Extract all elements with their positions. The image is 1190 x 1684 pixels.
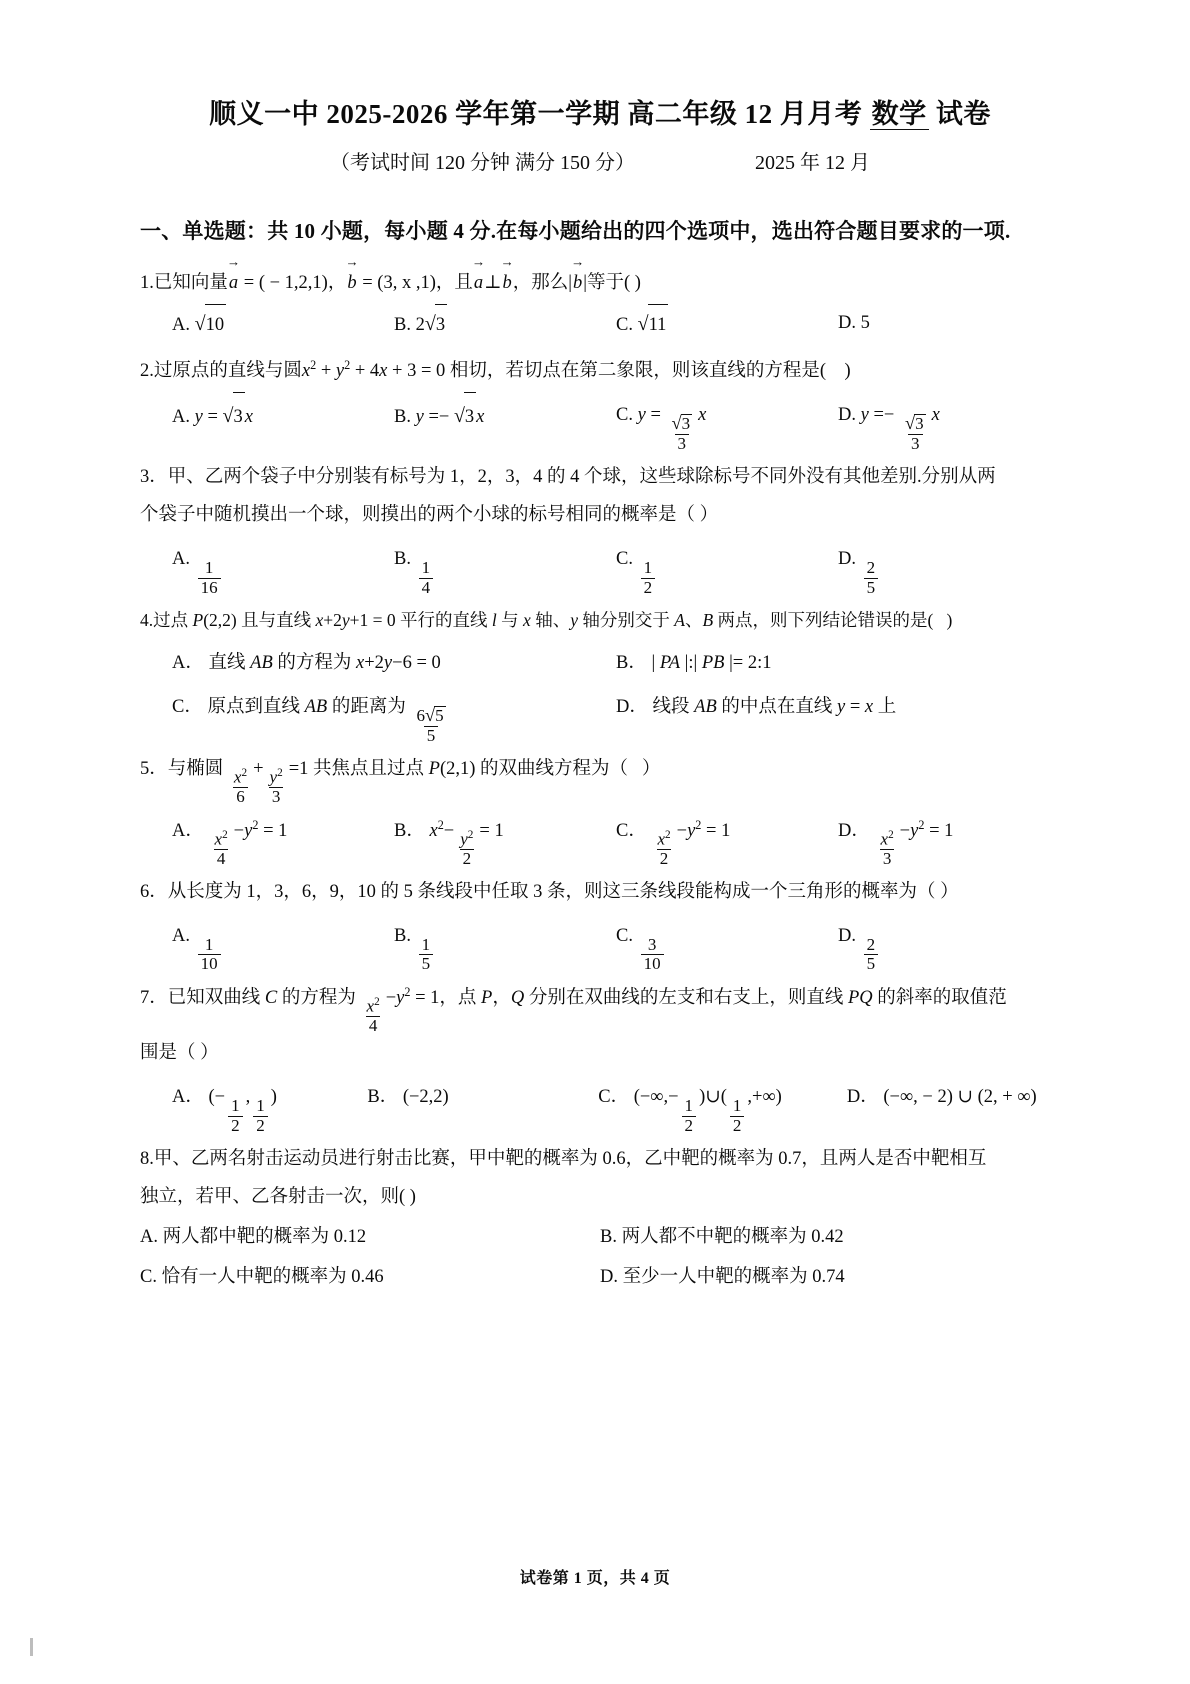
- question-8-option-a[interactable]: A. 两人都中靶的概率为 0.12: [140, 1226, 367, 1247]
- question-7-options: [140, 1073, 1060, 1135]
- question-7-option-d[interactable]: D． (−∞, − 2) ∪ (2, + ∞): [846, 1087, 1037, 1108]
- section-heading-single-choice: 一、单选题：共 10 小题，每小题 4 分.在每小题给出的四个选项中，选出符合题目要求的一项.: [140, 219, 1011, 244]
- question-1-number: 1.: [140, 273, 154, 294]
- question-7-number: 7．: [140, 987, 168, 1008]
- question-6-option-c[interactable]: C. $\frac{3}{10}$: [616, 912, 838, 974]
- question-2-stem: 2.过原点的直线与圆$x^2 + y^2 + 4x + 3 = 0$ 相切，若切点在第二象限，则该直线的方程是( ): [140, 358, 851, 382]
- question-3-stem-line2: 个袋子中随机摸出一个球，则摸出的两个小球的标号相同的概率是（ ）: [140, 505, 719, 526]
- question-1-option-a[interactable]: A. √10: [172, 303, 394, 347]
- question-4-option-d[interactable]: D． 线段 AB 的中点在直线 y = x 上: [616, 696, 897, 717]
- question-1-option-d[interactable]: D. 5: [838, 313, 870, 334]
- page-title-pre: 顺义一中 2025-2026 学年第一学期 高二年级 12 月月考: [209, 99, 870, 129]
- question-2-option-c[interactable]: C. y = $\frac{√3}{3}$ x: [616, 405, 707, 454]
- question-1: [140, 265, 1060, 347]
- question-8-option-d[interactable]: D. 至少一人中靶的概率为 0.74: [600, 1267, 845, 1288]
- question-3-number: 3．: [140, 467, 168, 488]
- question-5-option-a[interactable]: A． $\frac{x^2}{4}$ $-y^2 = 1$: [172, 817, 288, 868]
- question-3-option-a[interactable]: A. $\frac{1}{16}$: [172, 535, 394, 597]
- question-8-options-row2: [140, 1257, 1060, 1298]
- question-2-option-a[interactable]: A. y = √3 x: [172, 391, 394, 453]
- question-7: [140, 980, 1060, 1135]
- question-6: [140, 874, 1060, 974]
- page-title-subject: 数学: [871, 99, 927, 129]
- vector-a-2: a →: [473, 265, 484, 303]
- question-3-option-b[interactable]: B. $\frac{1}{4}$: [394, 535, 616, 597]
- question-2: [140, 353, 1060, 453]
- exam-subheader: [140, 146, 1060, 175]
- question-6-option-d[interactable]: D. $\frac{2}{5}$: [838, 912, 1060, 974]
- question-8-stem-line2: 独立，若甲、乙各射击一次，则( ): [140, 1186, 416, 1207]
- question-6-option-a[interactable]: A. $\frac{1}{10}$: [172, 912, 394, 974]
- question-1-option-c[interactable]: C. √11: [616, 303, 838, 347]
- question-1-option-b[interactable]: B. 2√3: [394, 303, 616, 347]
- question-4-number: 4.: [140, 609, 154, 630]
- question-8-options-row1: [140, 1217, 1060, 1258]
- question-8: [140, 1141, 1060, 1298]
- question-2-number: 2.: [140, 361, 154, 382]
- question-1-stem: 1.已知向量a → = ( − 1,2,1)，b → = (3, x ,1)，且a →⊥b →，那么|b →|等于( ): [140, 265, 1060, 303]
- question-1-options: [140, 303, 1060, 347]
- question-5-stem: 5．与椭圆 $\frac{x^2}{6}$ + $\frac{y^2}{3}$ =1 共焦点且过点 P(2,1) 的双曲线方程为（ ）: [140, 758, 661, 807]
- vector-a: a →: [228, 265, 239, 303]
- exam-date: 2025 年 12 月: [755, 152, 870, 175]
- question-2-option-b[interactable]: B. y =− √3 x: [394, 391, 616, 453]
- question-8-option-b[interactable]: B. 两人都不中靶的概率为 0.42: [600, 1226, 844, 1247]
- question-2-option-d[interactable]: D. y =− $\frac{√3}{3}$ x: [838, 405, 940, 454]
- question-5-option-d[interactable]: D． $\frac{x^2}{3}$ $-y^2 = 1$: [838, 817, 954, 868]
- question-3-options: [140, 535, 1060, 597]
- question-4-option-b[interactable]: B． | PA |:| PB |= 2:1: [616, 652, 772, 673]
- question-6-option-b[interactable]: B. $\frac{1}{5}$: [394, 912, 616, 974]
- question-3-option-c[interactable]: C. $\frac{1}{2}$: [616, 535, 838, 597]
- question-3-option-d[interactable]: D. $\frac{2}{5}$: [838, 535, 1060, 597]
- question-4: [140, 603, 1060, 745]
- question-3-stem-line1: 3．甲、乙两个袋子中分别装有标号为 1，2，3，4 的 4 个球，这些球除标号不同外没有其他差别.分别从两: [140, 467, 996, 488]
- question-3: [140, 459, 1060, 596]
- question-5-option-b[interactable]: B． $x^2-$ $\frac{y^2}{2}$ = 1: [394, 817, 504, 868]
- exam-info: （考试时间 120 分钟 满分 150 分）: [330, 152, 635, 175]
- question-7-option-b[interactable]: B． (−2,2): [367, 1087, 449, 1108]
- page-title-post: 试卷: [928, 99, 991, 129]
- question-7-option-a[interactable]: A． (− $\frac{1}{2}$ , $\frac{1}{2}$ ): [172, 1087, 277, 1135]
- question-4-options-row2: [140, 687, 1060, 745]
- question-8-option-c[interactable]: C. 恰有一人中靶的概率为 0.46: [140, 1267, 384, 1288]
- scan-edge-mark: [30, 1638, 33, 1656]
- question-8-stem-line1: 8.甲、乙两名射击运动员进行射击比赛，甲中靶的概率为 0.6，乙中靶的概率为 0.7，且两人是否中靶相互: [140, 1148, 987, 1169]
- page-title: [140, 96, 1060, 132]
- question-6-options: [140, 912, 1060, 974]
- question-7-stem-line1: 7．已知双曲线 C 的方程为 $\frac{x^2}{4}$ $-y^2 = 1$，点 P，Q 分别在双曲线的左支和右支上，则直线 PQ 的斜率的取值范: [140, 984, 1007, 1035]
- question-4-option-a[interactable]: A． 直线 AB 的方程为 x+2y−6 = 0: [172, 652, 441, 673]
- page-footer: 试卷第 1 页，共 4 页: [519, 1570, 671, 1587]
- question-4-stem: 4.过点 P(2,2) 且与直线 x+2y+1 = 0 平行的直线 l 与 x 轴、y 轴分别交于 A、B 两点，则下列结论错误的是( ): [140, 609, 953, 630]
- question-6-number: 6．: [140, 882, 168, 903]
- question-4-options-row1: [140, 639, 1060, 687]
- question-7-stem-line2: 围是（ ）: [140, 1043, 219, 1064]
- question-8-number: 8.: [140, 1148, 154, 1169]
- question-5-number: 5．: [140, 758, 168, 779]
- question-2-options: [140, 391, 1060, 453]
- vector-b-3: b →: [572, 265, 583, 303]
- question-6-stem: 6．从长度为 1，3，6，9，10 的 5 条线段中任取 3 条，则这三条线段能构成一个三角形的概率为（ ）: [140, 882, 959, 903]
- question-5: [140, 751, 1060, 868]
- question-7-option-c[interactable]: C． (−∞,− $\frac{1}{2}$ )∪( $\frac{1}{2}$ ,+∞): [598, 1087, 782, 1135]
- question-4-option-c[interactable]: C． 原点到直线 AB 的距离为 $\frac{6√5}{5}$: [172, 696, 444, 745]
- vector-b-2: b →: [502, 265, 513, 303]
- vector-b: b →: [346, 265, 357, 303]
- question-5-options: [140, 807, 1060, 869]
- question-5-option-c[interactable]: C． $\frac{x^2}{2}$ $-y^2 = 1$: [616, 817, 731, 868]
